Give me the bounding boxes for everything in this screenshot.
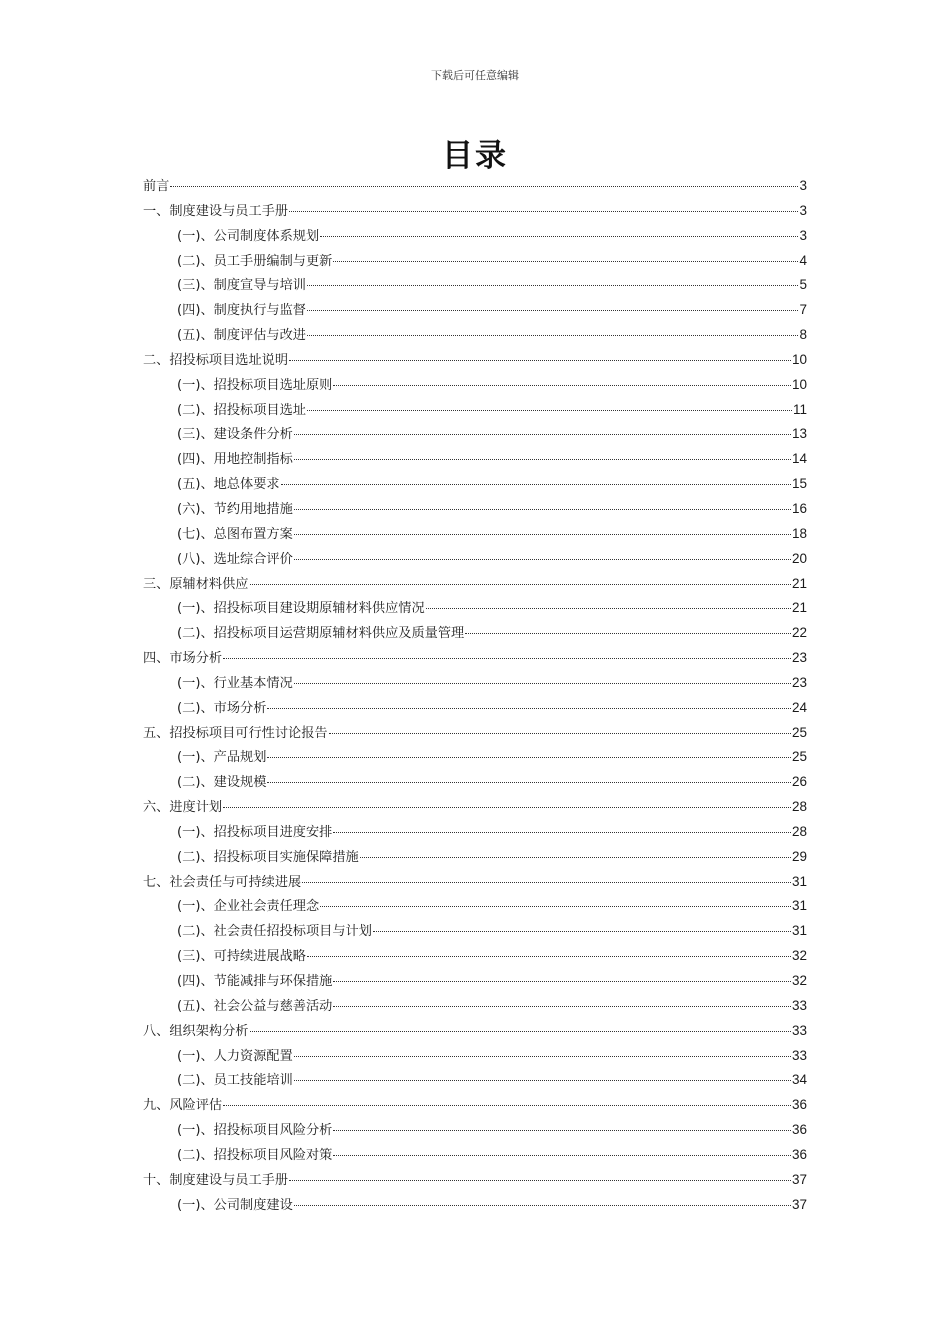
dot-leader — [170, 171, 798, 187]
toc-entry-text: 八、组织架构分析 — [143, 1023, 249, 1039]
dot-leader — [465, 618, 791, 634]
dot-leader — [333, 1140, 791, 1156]
toc-entry-text: 二、招投标项目选址说明 — [143, 352, 289, 368]
dot-leader — [333, 817, 791, 833]
toc-entry-page-number: 29 — [791, 848, 807, 864]
toc-entry-text: (二)、社会责任招投标项目与计划 — [177, 924, 372, 940]
dot-leader — [250, 1016, 791, 1032]
dot-leader — [373, 916, 791, 932]
toc-entry-text: (二)、招投标项目风险对策 — [177, 1147, 333, 1163]
toc-entry-page-number: 31 — [791, 898, 807, 914]
toc-entry-page-number: 11 — [792, 401, 807, 417]
toc-entry-text: (一)、招投标项目进度安排 — [177, 824, 333, 840]
dot-leader — [333, 1115, 791, 1131]
toc-entry-page-number: 4 — [799, 252, 807, 268]
toc-entry-text: (一)、行业基本情况 — [177, 675, 293, 691]
toc-entry-text: (一)、招投标项目选址原则 — [177, 377, 333, 393]
toc-entry-text: (七)、总图布置方案 — [177, 526, 293, 542]
toc-entry-text: (一)、公司制度体系规划 — [177, 228, 320, 244]
dot-leader — [294, 419, 791, 435]
dot-leader — [223, 1090, 791, 1106]
toc-entry-text: (一)、人力资源配置 — [177, 1048, 293, 1064]
toc-entry-text: (二)、员工技能培训 — [177, 1073, 293, 1089]
toc-entry-page-number: 5 — [799, 277, 807, 293]
toc-entry-page-number: 21 — [791, 575, 807, 591]
toc-entry-page-number: 10 — [791, 376, 807, 392]
toc-entry-page-number: 25 — [791, 724, 807, 740]
toc-entry-page-number: 10 — [791, 351, 807, 367]
toc-entry-page-number: 36 — [791, 1097, 807, 1113]
toc-entry-page-number: 8 — [799, 327, 807, 343]
dot-leader — [307, 395, 792, 411]
toc-entry-page-number: 26 — [791, 774, 807, 790]
dot-leader — [333, 966, 791, 982]
dot-leader — [333, 370, 791, 386]
dot-leader — [294, 1041, 791, 1057]
toc-entry-page-number: 23 — [791, 650, 807, 666]
toc-entry-text: (二)、招投标项目选址 — [177, 402, 306, 418]
dot-leader — [223, 792, 791, 808]
toc-entry-page-number: 14 — [791, 451, 807, 467]
toc-entry-text: (一)、招投标项目风险分析 — [177, 1123, 333, 1139]
toc-entry-page-number: 32 — [791, 948, 807, 964]
dot-leader — [333, 991, 791, 1007]
toc-entry-page-number: 13 — [791, 426, 807, 442]
toc-entry-page-number: 33 — [791, 997, 807, 1013]
dot-leader — [307, 941, 791, 957]
dot-leader — [294, 444, 791, 460]
dot-leader — [294, 494, 791, 510]
toc-entry-text: (三)、建设条件分析 — [177, 427, 293, 443]
toc-entry-page-number: 16 — [791, 500, 807, 516]
toc-entry-text: (二)、建设规模 — [177, 775, 267, 791]
toc-entry-text: 六、进度计划 — [143, 800, 223, 816]
dot-leader — [307, 320, 799, 336]
toc-entry-page-number: 24 — [791, 699, 807, 715]
toc-title: 目录 — [442, 138, 508, 174]
toc-entry-page-number: 22 — [791, 625, 807, 641]
toc-entry-page-number: 3 — [799, 202, 807, 218]
toc-entry-page-number: 33 — [791, 1047, 807, 1063]
dot-leader — [294, 519, 791, 535]
dot-leader — [320, 221, 798, 237]
toc-entry-text: (二)、市场分析 — [177, 700, 267, 716]
toc-entry-page-number: 3 — [799, 178, 807, 193]
toc-entry-page-number: 37 — [791, 1171, 807, 1187]
toc-entry-text: 十、制度建设与员工手册 — [143, 1172, 289, 1188]
toc-entry-page-number: 31 — [791, 873, 807, 889]
page-header: 下载后可任意编辑 — [431, 69, 519, 82]
dot-leader — [329, 718, 791, 734]
toc-entry-text: (五)、制度评估与改进 — [177, 328, 306, 344]
toc-entry-text: 七、社会责任与可持续进展 — [143, 874, 302, 890]
dot-leader — [360, 842, 791, 858]
toc-entry-text: (三)、制度宣导与培训 — [177, 278, 306, 294]
toc-entry-text: 一、制度建设与员工手册 — [143, 203, 289, 219]
toc-entry[interactable] — [143, 1193, 807, 1218]
toc-entry-text: 五、招投标项目可行性讨论报告 — [143, 725, 328, 741]
toc-entry-text: (四)、节能减排与环保措施 — [177, 974, 333, 989]
toc-entry-text: 九、风险评估 — [143, 1098, 223, 1114]
dot-leader — [294, 1065, 791, 1081]
toc-entry-page-number: 21 — [791, 600, 807, 616]
toc-entry-text: (二)、招投标项目实施保障措施 — [177, 849, 359, 865]
dot-leader — [294, 668, 791, 684]
dot-leader — [333, 246, 798, 262]
toc-entry-text: 四、市场分析 — [143, 651, 223, 667]
dot-leader — [267, 742, 791, 758]
dot-leader — [250, 569, 791, 585]
table-of-contents — [143, 174, 807, 1217]
dot-leader — [289, 1165, 791, 1181]
dot-leader — [302, 867, 791, 883]
toc-entry-page-number: 36 — [791, 1146, 807, 1162]
toc-entry-text: (二)、员工手册编制与更新 — [177, 253, 333, 269]
toc-entry-page-number: 28 — [791, 799, 807, 815]
toc-entry-text: 前言 — [143, 179, 170, 194]
toc-entry-text: (五)、社会公益与慈善活动 — [177, 998, 333, 1014]
toc-entry-page-number: 33 — [791, 1022, 807, 1038]
toc-entry-text: (五)、地总体要求 — [177, 477, 280, 493]
toc-entry-text: (八)、选址综合评价 — [177, 551, 293, 567]
toc-entry-page-number: 18 — [791, 525, 807, 541]
dot-leader — [281, 469, 791, 485]
dot-leader — [294, 544, 791, 560]
toc-entry-page-number: 34 — [791, 1072, 807, 1088]
dot-leader — [320, 891, 791, 907]
toc-entry-page-number: 32 — [791, 973, 807, 988]
toc-entry-text: (一)、公司制度建设 — [177, 1197, 293, 1213]
dot-leader — [307, 295, 799, 311]
toc-entry-text: 三、原辅材料供应 — [143, 576, 249, 592]
toc-entry-text: (六)、节约用地措施 — [177, 501, 293, 517]
toc-entry-page-number: 7 — [799, 302, 807, 318]
toc-entry-page-number: 31 — [791, 923, 807, 939]
toc-entry-text: (四)、用地控制指标 — [177, 452, 293, 468]
dot-leader — [267, 767, 791, 783]
toc-entry-text: (一)、企业社会责任理念 — [177, 899, 320, 915]
dot-leader — [426, 593, 791, 609]
toc-entry-text: (四)、制度执行与监督 — [177, 303, 306, 319]
toc-entry-text: (二)、招投标项目运营期原辅材料供应及质量管理 — [177, 626, 465, 642]
toc-entry-page-number: 15 — [791, 476, 807, 492]
dot-leader — [289, 196, 798, 212]
toc-entry-page-number: 28 — [791, 823, 807, 839]
dot-leader — [307, 270, 799, 286]
dot-leader — [294, 1190, 791, 1206]
toc-entry-page-number: 37 — [791, 1196, 807, 1212]
toc-entry-text: (一)、招投标项目建设期原辅材料供应情况 — [177, 601, 425, 617]
dot-leader — [289, 345, 791, 361]
toc-entry-page-number: 3 — [799, 227, 807, 243]
dot-leader — [223, 643, 791, 659]
toc-entry-page-number: 20 — [791, 550, 807, 566]
toc-entry-page-number: 23 — [791, 674, 807, 690]
toc-entry-page-number: 36 — [791, 1122, 807, 1138]
toc-entry-text: (三)、可持续进展战略 — [177, 949, 306, 965]
toc-entry-text: (一)、产品规划 — [177, 750, 267, 766]
dot-leader — [267, 693, 791, 709]
toc-entry-page-number: 25 — [791, 749, 807, 765]
